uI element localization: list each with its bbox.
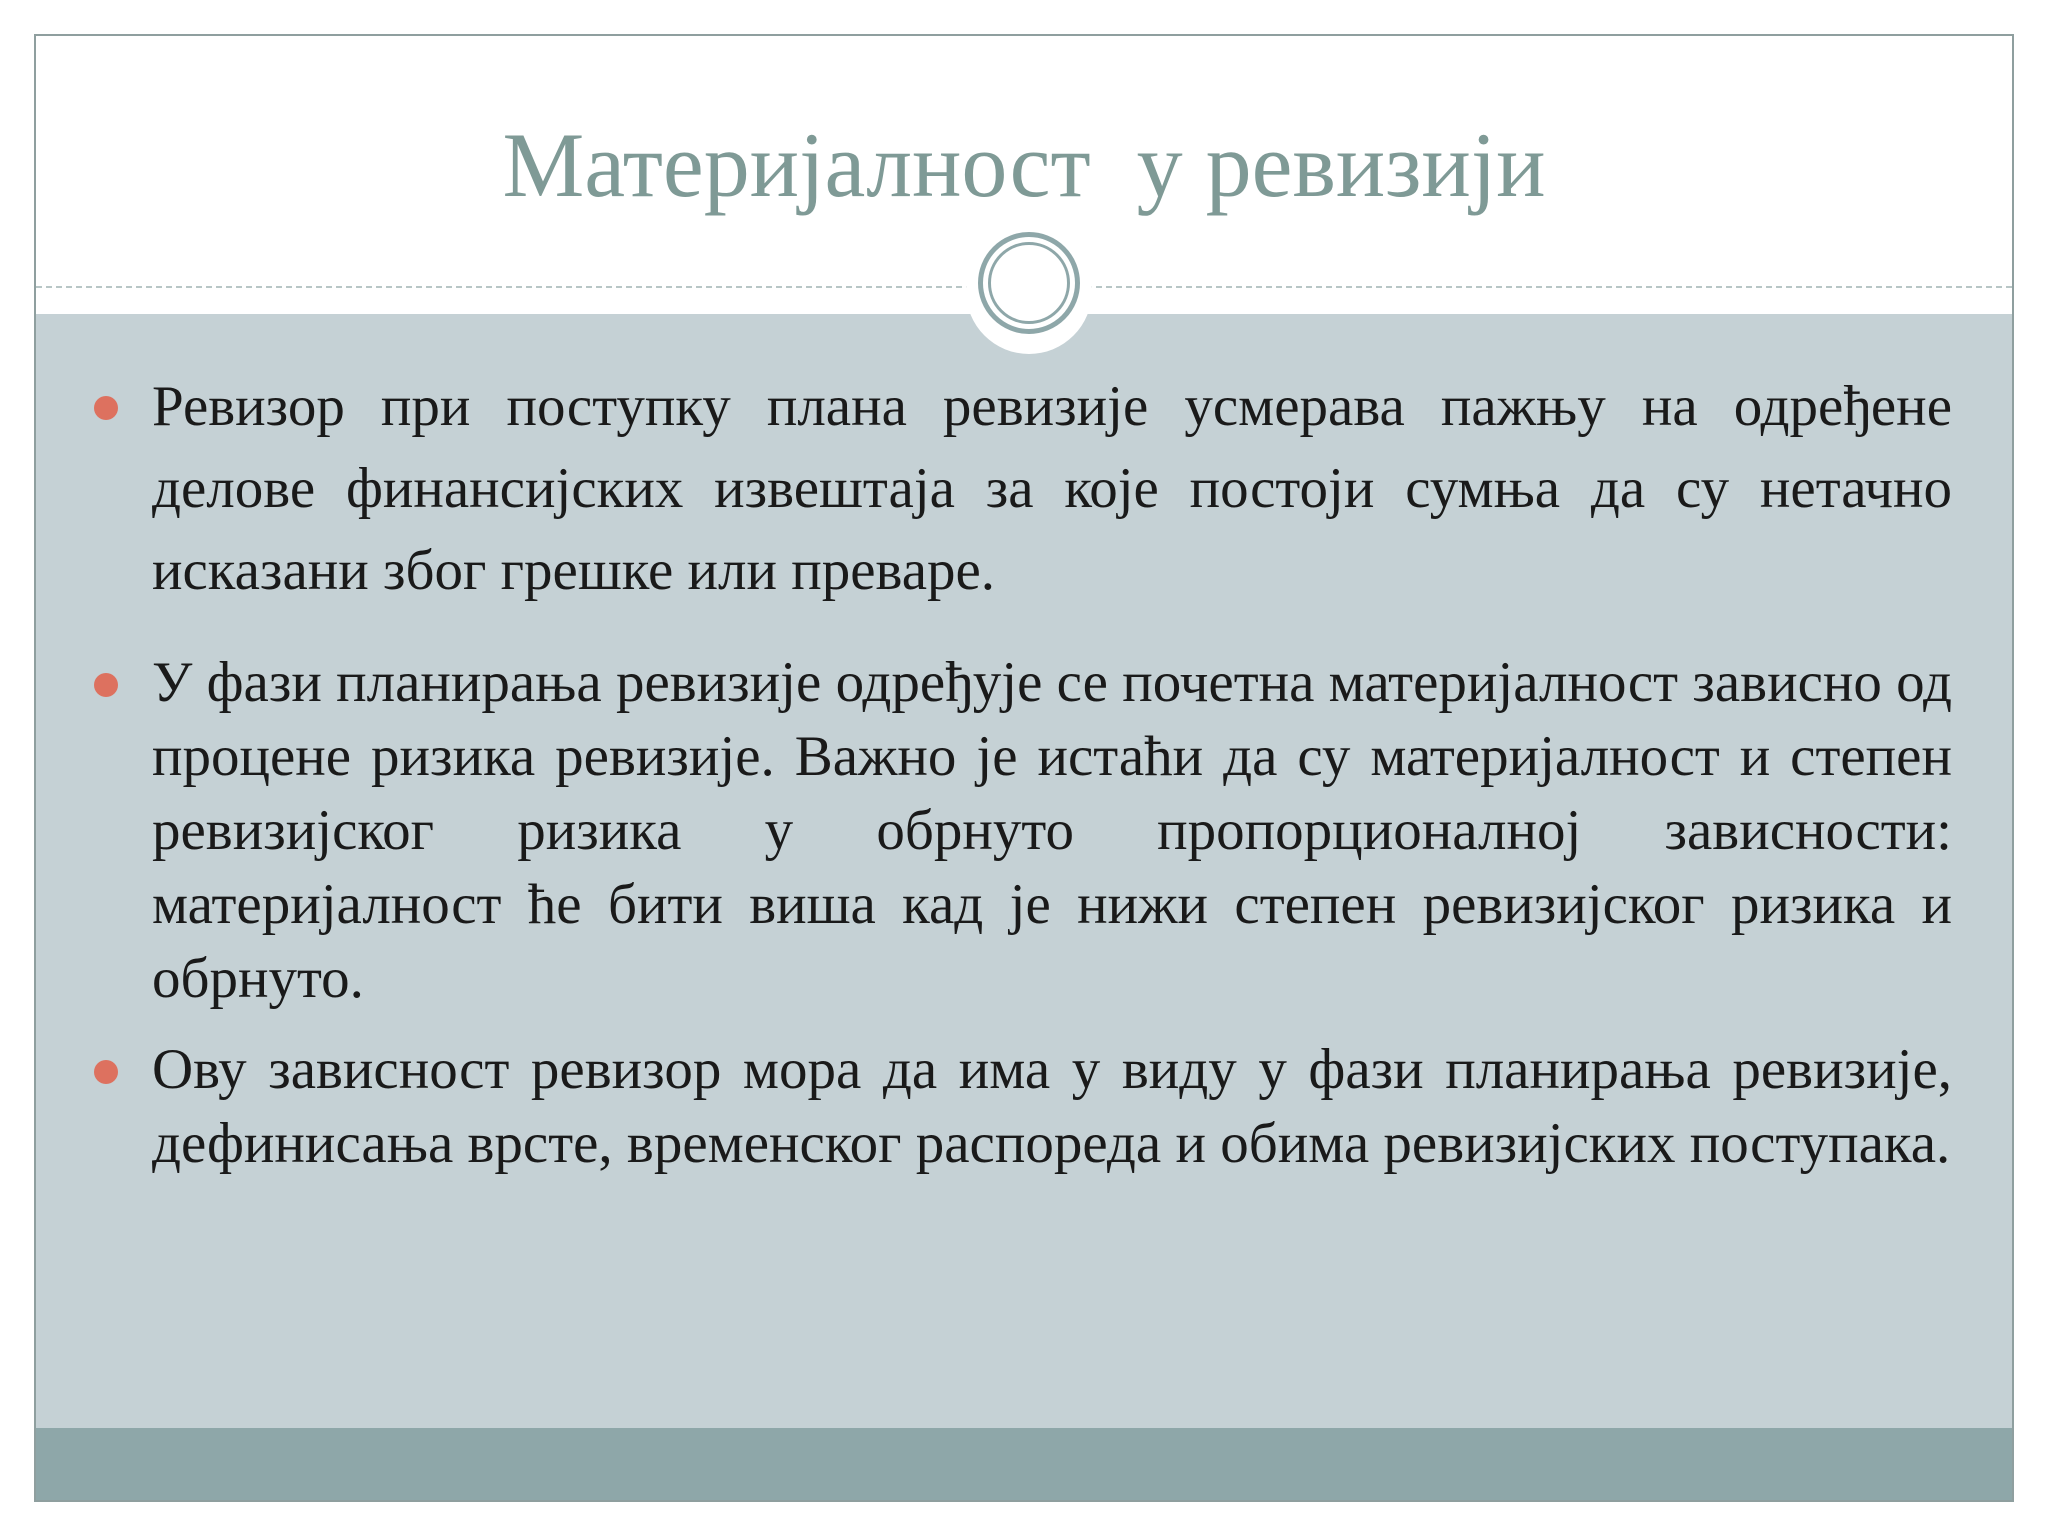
bullet-dot-icon — [94, 1060, 118, 1084]
bullet-item — [152, 1033, 1952, 1181]
slide-title: Материјалност у ревизији — [502, 114, 1546, 216]
bullet-text: Ревизор при поступку плана ревизије усмерава пажњу на одређене делове финансијских извештаја за које постоји сумња да су нетачно исказани због грешке или преваре. — [152, 375, 1952, 602]
bullet-item — [152, 366, 1952, 612]
bullet-dot-icon — [94, 673, 118, 697]
footer-bar — [36, 1428, 2012, 1500]
bullet-list — [36, 36, 2012, 1500]
bullet-text: У фази планирања ревизије одређује се почетна материјалност зависно од процене ризика ревизије. Важно је истаћи да су материјалност и степен ревизијског ризика у обрнуто пропорционалној зависности: материјалност ће бити виша кад је нижи степен ревизијског ризика и обрнуто. — [152, 651, 1952, 1010]
slide — [34, 34, 2014, 1502]
bullet-item — [152, 646, 1952, 1016]
bullet-dot-icon — [94, 396, 118, 420]
bullet-text: Ову зависност ревизор мора да има у виду у фази планирања ревизије, дефинисања врсте, временског распореда и обима ревизијских поступака. — [152, 1038, 1952, 1175]
